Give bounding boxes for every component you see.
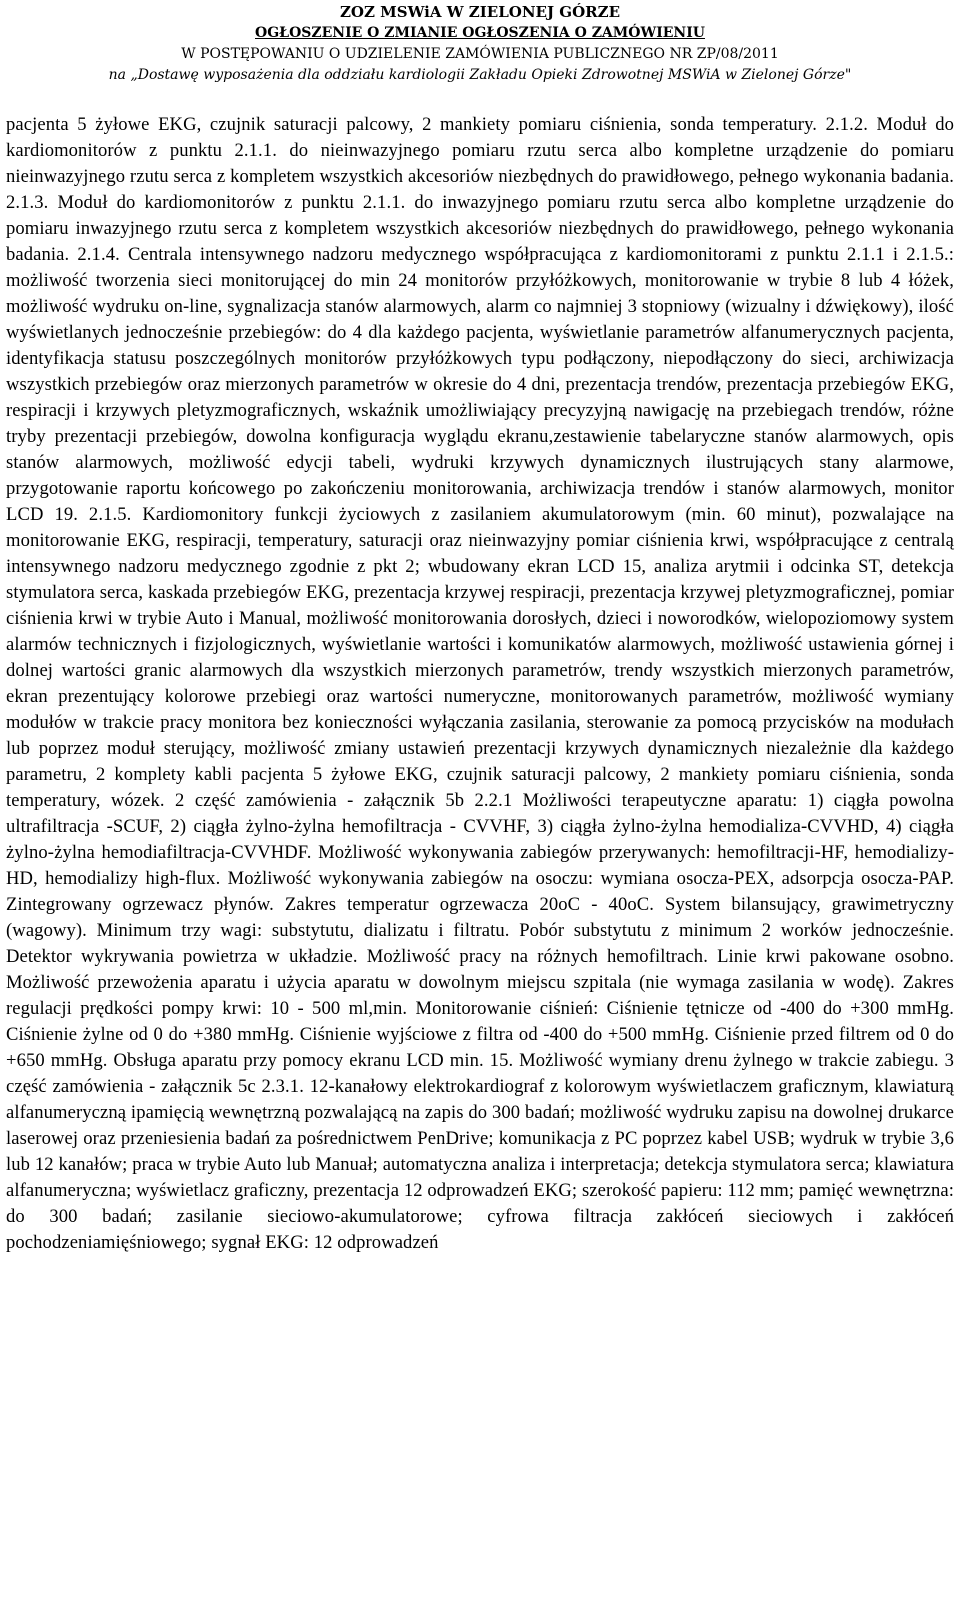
header-institution: ZOZ MSWiA W ZIELONEJ GÓRZE — [339, 3, 621, 21]
document-header — [6, 0, 954, 86]
header-procedure: W POSTĘPOWANIU O UDZIELENIE ZAMÓWIENIA PUBLICZNEGO NR ZP/08/2011 — [181, 46, 779, 62]
header-notice-title: OGŁOSZENIE O ZMIANIE OGŁOSZENIA O ZAMÓWIENIU — [255, 25, 705, 41]
header-subject: na „Dostawę wyposażenia dla oddziału kardiologii Zakładu Opieki Zdrowotnej MSWiA w Zielonej Górze" — [108, 67, 852, 83]
body-paragraph: pacjenta 5 żyłowe EKG, czujnik saturacji palcowy, 2 mankiety pomiaru ciśnienia, sonda temperatury. 2.1.2. Moduł do kardiomonitorów z punktu 2.1.1. do nieinwazyjnego pomiaru rzutu serca albo kompletne urządzenie do pomiaru nieinwazyjnego rzutu serca z kompletem wszystkich akcesoriów niezbędnych do prawidłowego, pełnego wykonania badania. 2.1.3. Moduł do kardiomonitorów z punktu 2.1.1. do inwazyjnego pomiaru rzutu serca albo kompletne urządzenie do pomiaru inwazyjnego rzutu serca z kompletem wszystkich akcesoriów niezbędnych do prawidłowego, pełnego wykonania badania. 2.1.4. Centrala intensywnego nadzoru medycznego współpracująca z kardiomonitorami z punktu 2.1.1 i 2.1.5.: możliwość tworzenia sieci monitorującej do min 24 monitorów przyłóżkowych, monitorowanie w trybie 8 lub 4 łóżek, możliwość wydruku on-line, sygnalizacja stanów alarmowych, alarm co najmniej 3 stopniowy (wizualny i dźwiękowy), ilość wyświetlanych jednocześnie przebiegów: do 4 dla każdego pacjenta, wyświetlanie parametrów alfanumerycznych pacjenta, identyfikacja statusu poszczególnych monitorów przyłóżkowych typu podłączony, niepodłączony do sieci, archiwizacja wszystkich przebiegów oraz mierzonych parametrów w okresie do 4 dni, prezentacja trendów, prezentacja przebiegów EKG, respiracji i krzywych pletyzmograficznych, wskaźnik umożliwiający precyzyjną nawigację na przebiegach trendów, różne tryby prezentacji przebiegów, dowolna konfiguracja wyglądu ekranu,zestawienie tabelaryczne stanów alarmowych, opis stanów alarmowych, możliwość edycji tabeli, wydruki krzywych dynamicznych ilustrujących stany alarmowe, przygotowanie raportu końcowego po zakończeniu monitorowania, archiwizacja trendów i stanów alarmowych, monitor LCD 19. 2.1.5. Kardiomonitory funkcji życiowych z zasilaniem akumulatorowym (min. 60 minut), pozwalające na monitorowanie EKG, respiracji, temperatury, saturacji oraz nieinwazyjny pomiar ciśnienia krwi, współpracujące z centralą intensywnego nadzoru medycznego zgodnie z pkt 2; wbudowany ekran LCD 15, analiza arytmii i odcinka ST, detekcja stymulatora serca, kaskada przebiegów EKG, prezentacja krzywej respiracji, prezentacja krzywej pletyzmograficznej, pomiar ciśnienia krwi w trybie Auto i Manual, możliwość monitorowania dorosłych, dzieci i noworodków, wielopoziomowy system alarmów technicznych i fizjologicznych, wyświetlanie wartości i komunikatów alarmowych, możliwość ustawienia górnej i dolnej wartości granic alarmowych dla wszystkich mierzonych parametrów, trendy wszystkich mierzonych parametrów, ekran prezentujący kolorowe przebiegi oraz wartości numeryczne, monitorowanych parametrów, możliwość wymiany modułów w trakcie pracy monitora bez konieczności wyłączania zasilania, sterowanie za pomocą przycisków na modułach lub poprzez moduł sterujący, możliwość zmiany ustawień prezentacji krzywych dynamicznych niezależnie dla każdego parametru, 2 komplety kabli pacjenta 5 żyłowe EKG, czujnik saturacji palcowy, 2 mankiety pomiaru ciśnienia, sonda temperatury, wózek. 2 część zamówienia - załącznik 5b 2.2.1 Możliwości terapeutyczne aparatu: 1) ciągła powolna ultrafiltracja -SCUF, 2) ciągła żylno-żylna hemofiltracja - CVVHF, 3) ciągła żylno-żylna hemodializa-CVVHD, 4) ciągła żylno-żylna hemodiafiltracja-CVVHDF. Możliwość wykonywania zabiegów przerywanych: hemofiltracji-HF, hemodializy-HD, hemodializy high-flux. Możliwość wykonywania zabiegów na osoczu: wymiana osocza-PEX, adsorpcja osocza-PAP. Zintegrowany ogrzewacz płynów. Zakres temperatur ogrzewacza 20oC - 40oC. System bilansujący, grawimetryczny (wagowy). Minimum trzy wagi: substytutu, dializatu i filtratu. Pobór substytutu z minimum 2 worków jednocześnie. Detektor wykrywania powietrza w układzie. Możliwość pracy na różnych hemofiltrach. Linie krwi pakowane osobno. Możliwość przewożenia aparatu i użycia aparatu w dowolnym miejscu szpitala (nie wymaga zasilania w wodę). Zakres regulacji prędkości pompy krwi: 10 - 500 ml,min. Monitorowanie ciśnień: Ciśnienie tętnicze od -400 do +300 mmHg. Ciśnienie żylne od 0 do +380 mmHg. Ciśnienie wyjściowe z filtra od -400 do +500 mmHg. Ciśnienie przed filtrem od 0 do +650 mmHg. Obsługa aparatu przy pomocy ekranu LCD min. 15. Możliwość wymiany drenu żylnego w trakcie zabiegu. 3 część zamówienia - załącznik 5c 2.3.1. 12-kanałowy elektrokardiograf z kolorowym wyświetlaczem graficznym, klawiaturą alfanumeryczną ipamięcią wewnętrzną pozwalającą na zapis do 300 badań; możliwość wydruku zapisu na dowolnej drukarce laserowej oraz przeniesienia badań za pośrednictwem PenDrive; komunikacja z PC poprzez kabel USB; wydruk w trybie 3,6 lub 12 kanałów; praca w trybie Auto lub Manuał; automatyczna analiza i interpretacja; detekcja stymulatora serca; klawiatura alfanumeryczna; wyświetlacz graficzny, prezentacja 12 odprowadzeń EKG; szerokość papieru: 112 mm; pamięć wewnętrzna: do 300 badań; zasilanie sieciowo-akumulatorowe; cyfrowa filtracja zakłóceń sieciowych i zakłóceń pochodzeniamięśniowego; sygnał EKG: 12 odprowadzeń — [6, 114, 954, 1253]
